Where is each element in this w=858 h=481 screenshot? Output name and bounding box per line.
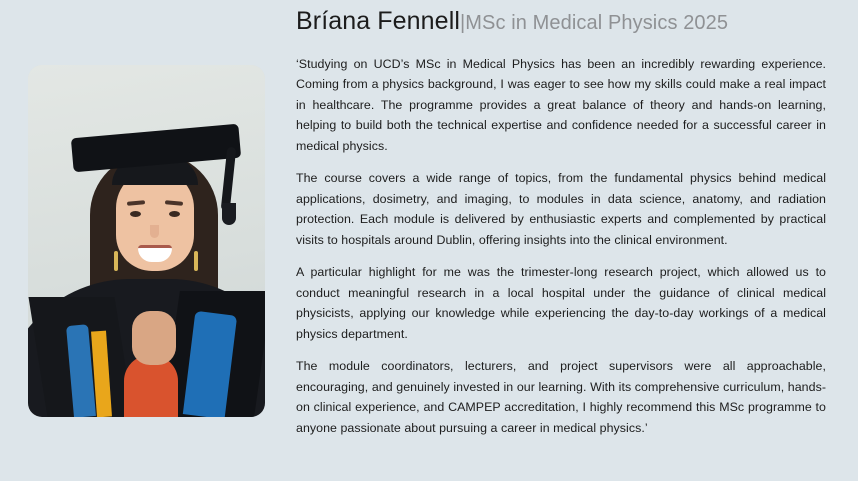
graduate-photo [28,65,265,417]
testimonial-heading [296,8,826,36]
right-earring-shape [194,251,198,271]
nose-shape [150,225,159,238]
left-eye-shape [130,211,141,217]
testimonial-paragraph: ‘Studying on UCD’s MSc in Medical Physics has been an incredibly rewarding experience. Coming from a physics background, I was eager to see how my skills could make a real impact in healthcare. The programme provides a great balance of theory and hands-on learning, helping to build both the technical expertise and confidence needed for a successful career in medical physics. [296,56,826,153]
graduate-credential: MSc in Medical Physics 2025 [465,12,729,34]
testimonial-content [296,8,826,438]
tassel-tip-shape [222,203,236,225]
testimonial-paragraph: A particular highlight for me was the trimester-long research project, which allowed us to conduct meaningful research in a local hospital under the guidance of clinical medical physicists, applying our knowledge while experiencing the day-to-day workings of a medical physics department. [296,265,826,341]
left-earring-shape [114,251,118,271]
graduate-name: Bríana Fennell [296,7,460,35]
right-eye-shape [169,211,180,217]
heading-separator: | [460,12,466,34]
neck-shape [132,311,176,365]
testimonial-paragraph: The module coordinators, lecturers, and project supervisors were all approachable, encouraging, and genuinely invested in our learning. With its comprehensive curriculum, hands-on clinical experience, and CAMPEP accreditation, I highly recommend this MSc programme to anyone passionate about pursuing a career in medical physics.’ [296,359,826,435]
testimonial-paragraph: The course covers a wide range of topics, from the fundamental physics behind medical applications, dosimetry, and imaging, to modules in data science, anatomy, and radiation protection. Each module is delivered by enthusiastic experts and complemented by practical visits to hospitals around Dublin, offering insights into the clinical environment. [296,171,826,247]
graduate-portrait-illustration [28,65,265,417]
